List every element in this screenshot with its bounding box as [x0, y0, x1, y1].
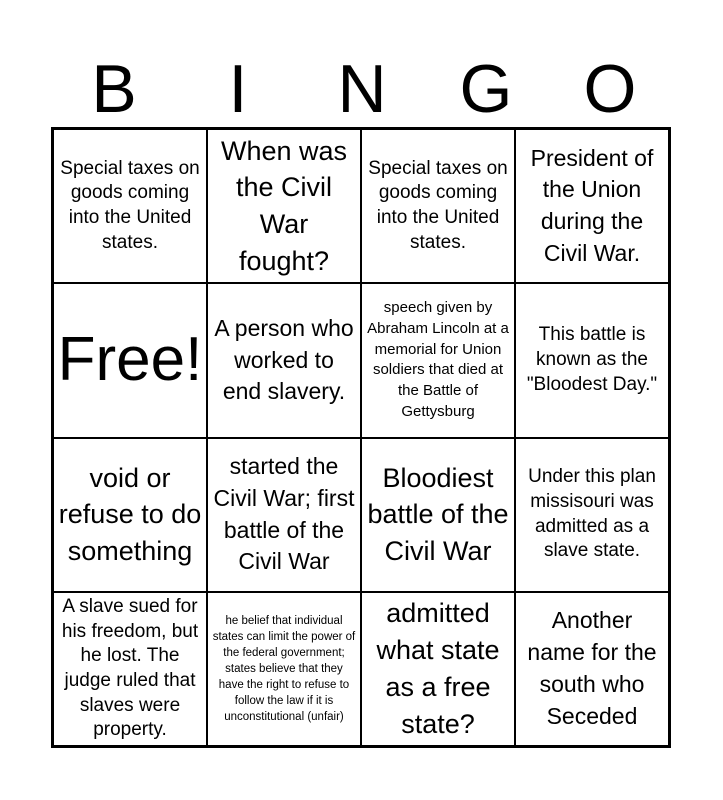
header-letter-n: N	[337, 51, 387, 127]
cell-text: A slave sued for his freedom, but he lost. The judge ruled that slaves were property.	[61, 595, 199, 741]
cell-text: Another name for the south who Seceded	[527, 607, 657, 729]
bingo-cell[interactable]	[53, 129, 207, 283]
bingo-cell[interactable]	[207, 129, 361, 283]
cell-text: This battle is known as the "Bloodest Day."	[526, 324, 658, 395]
bingo-cell[interactable]	[207, 592, 361, 746]
bingo-cell[interactable]	[515, 438, 669, 592]
free-space-label: Free!	[57, 325, 203, 395]
bingo-header	[52, 50, 672, 128]
bingo-cell[interactable]	[361, 129, 515, 283]
bingo-cell[interactable]	[361, 592, 515, 746]
cell-text: speech given by Abraham Lincoln at a memorial for Union soldiers that died at the Battle of Gettysburg	[367, 299, 509, 420]
cell-text: Special taxes on goods coming into the United states.	[60, 157, 200, 253]
bingo-cell[interactable]	[53, 592, 207, 746]
cell-text: President of the Union during the Civil War.	[530, 144, 654, 266]
cell-text: Special taxes on goods coming into the United states.	[368, 157, 508, 253]
bingo-cell[interactable]	[207, 438, 361, 592]
cell-text: he belief that individual states can limit the power of the federal government; states believe that they have the right to refuse to follow the law if it is unconstitutional (unfair)	[212, 614, 356, 724]
cell-text: started the Civil War; first battle of the Civil War	[213, 453, 355, 575]
bingo-board	[51, 127, 671, 748]
cell-text: void or refuse to do something	[58, 462, 202, 566]
bingo-cell[interactable]	[515, 129, 669, 283]
header-letter-g: G	[459, 51, 513, 127]
header-letter-b: B	[91, 51, 137, 127]
bingo-cell[interactable]	[53, 438, 207, 592]
header-letter-o: O	[583, 51, 637, 127]
free-space-cell[interactable]	[53, 283, 207, 437]
bingo-cell[interactable]	[515, 592, 669, 746]
bingo-cell[interactable]	[515, 283, 669, 437]
cell-text: Under this plan missisouri was admitted as a slave state.	[528, 466, 656, 562]
cell-text: Bloodiest battle of the Civil War	[367, 462, 509, 566]
bingo-cell[interactable]	[361, 438, 515, 592]
header-letter-i: I	[228, 51, 248, 127]
cell-text: admitted what state as a free state?	[376, 598, 500, 739]
bingo-cell[interactable]	[361, 283, 515, 437]
bingo-cell[interactable]	[207, 283, 361, 437]
cell-text: A person who worked to end slavery.	[214, 314, 354, 405]
cell-text: When was the Civil War fought?	[220, 135, 348, 276]
